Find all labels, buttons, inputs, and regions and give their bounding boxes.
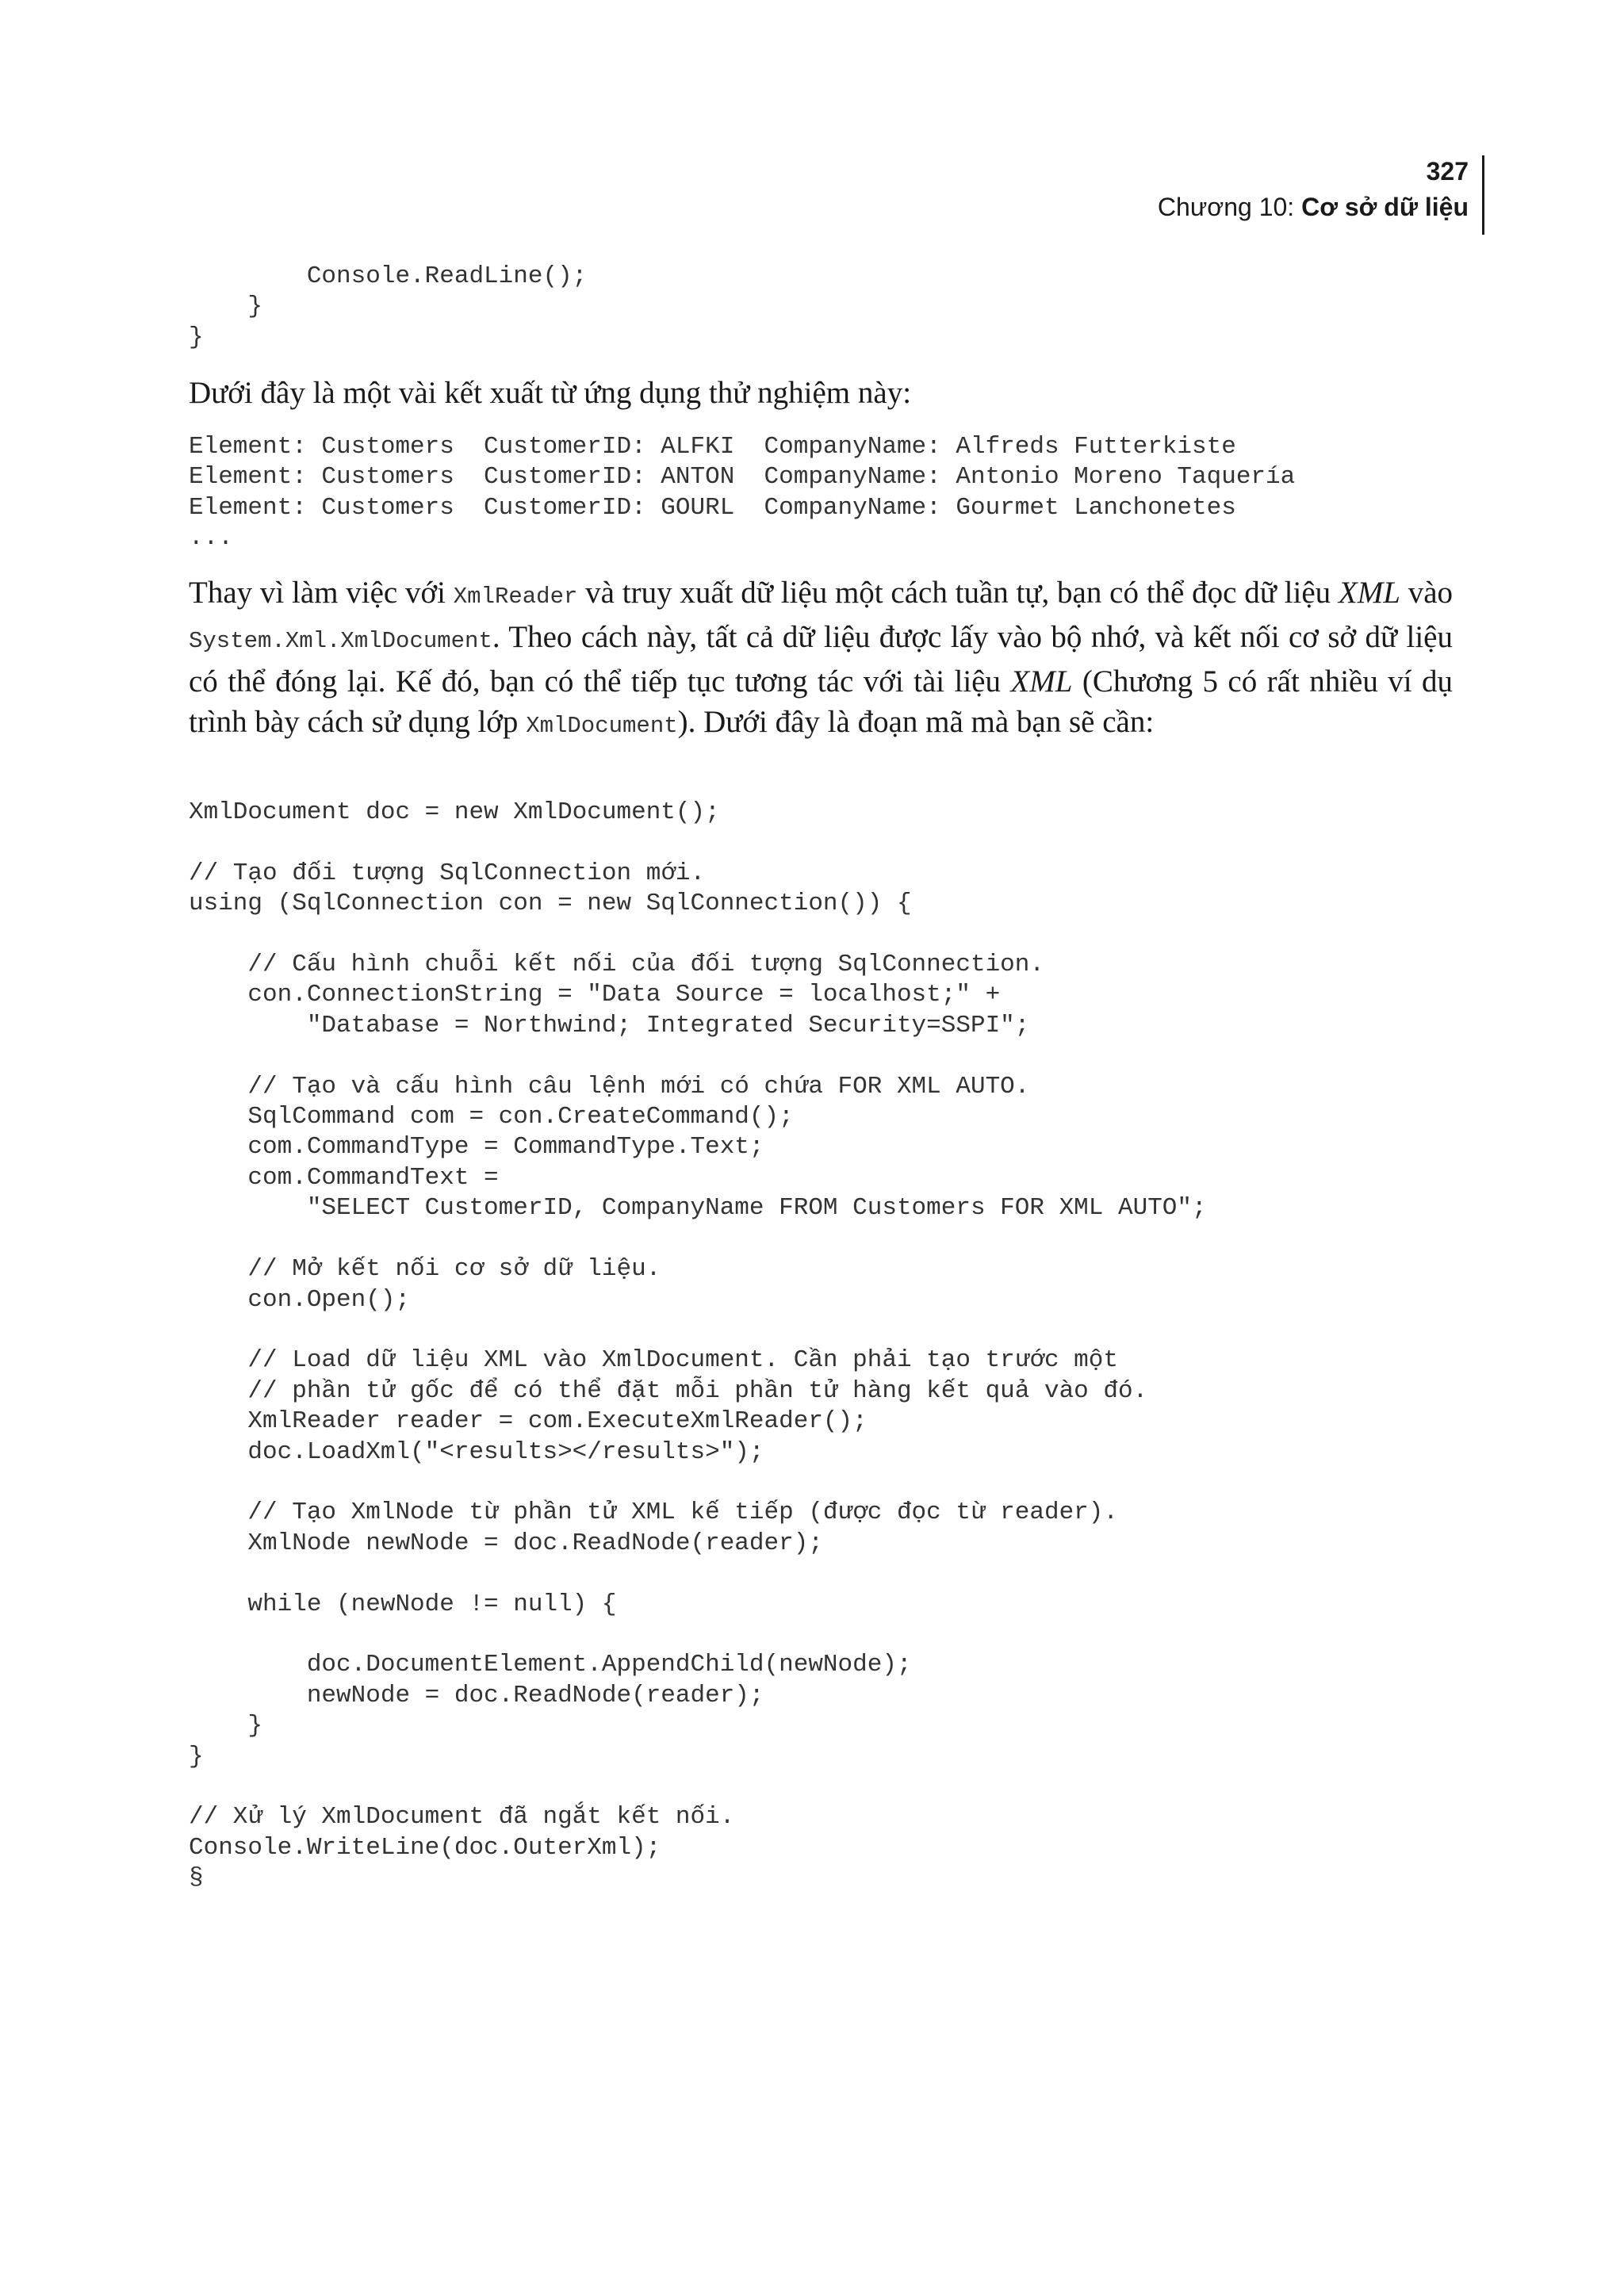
paragraph-text: . Theo cách này, tất cả dữ liệu được lấy vào bộ nhớ, và kết nối cơ sở dữ liệu có thể đóng lại. Kế đó, bạn có thể tiếp tục tương tác với tài liệu (189, 620, 1453, 699)
inline-code: XmlDocument (526, 713, 678, 739)
paragraph-text: và truy xuất dữ liệu một cách tuần tự, bạn có thể đọc dữ liệu (577, 576, 1339, 610)
paragraph-text: (Chương 5 có rất nhiều ví dụ trình bày cách sử dụng lớp (189, 664, 1454, 739)
paragraph-text: Thay vì làm việc với (189, 576, 454, 610)
chapter-title: Cơ sở dữ liệu (1301, 193, 1469, 221)
output-sample: Element: Customers CustomerID: ALFKI CompanyName: Alfreds Futterkiste Element: Customers CustomerID: ANTON CompanyName: Antonio Moreno Taquería Element: Customers CustomerID: GOURL CompanyName: Gourmet Lanchonetes ... (189, 433, 1296, 553)
paragraph-text: vào (1400, 576, 1454, 610)
emphasis-text: XML (1010, 664, 1073, 699)
code-block-top: Console.ReadLine(); } } (189, 262, 588, 351)
body-paragraph (189, 572, 1453, 746)
inline-code: XmlReader (453, 584, 578, 610)
header-rule (1482, 155, 1484, 235)
chapter-prefix: Chương 10: (1157, 193, 1302, 221)
page-header (1158, 155, 1484, 227)
chapter-heading (1158, 187, 1469, 227)
intro-text: Dưới đây là một vài kết xuất từ ứng dụng thử nghiệm này: (189, 376, 912, 410)
page-number: 327 (1426, 157, 1469, 186)
inline-code: System.Xml.XmlDocument (189, 628, 492, 654)
emphasis-text: XML (1338, 576, 1400, 610)
code-block-main: XmlDocument doc = new XmlDocument(); // Tạo đối tượng SqlConnection mới. using (SqlConnection con = new SqlConnection()) { // Cấu hình chuỗi kết nối của đối tượng SqlConnection. con.ConnectionString = "Data Source = localhost;" + "Database = Northwind; Integrated Security=SSPI"; // Tạo và cấu hình câu lệnh mới có chứa FOR XML AUTO. SqlCommand com = con.CreateCommand(); com.CommandType = CommandType.Text; com.CommandText = "SELECT CustomerID, CompanyName FROM Customers FOR XML AUTO"; // Mở kết nối cơ sở dữ liệu. con.Open(); // Load dữ liệu XML vào XmlDocument. Cần phải tạo trước một // phần tử gốc để có thể đặt mỗi phần tử hàng kết quả vào đó. XmlReader reader = com.ExecuteXmlReader(); doc.LoadXml("<results></results>"); // Tạo XmlNode từ phần tử XML kế tiếp (được đọc từ reader). XmlNode newNode = doc.ReadNode(reader); while (newNode != null) { doc.DocumentElement.AppendChild(newNode); newNode = doc.ReadNode(reader); } } // Xử lý XmlDocument đã ngắt kết nối. Console.WriteLine(doc.OuterXml); § (189, 798, 1207, 1893)
paragraph-text: ). Dưới đây là đoạn mã mà bạn sẽ cần: (677, 705, 1155, 739)
